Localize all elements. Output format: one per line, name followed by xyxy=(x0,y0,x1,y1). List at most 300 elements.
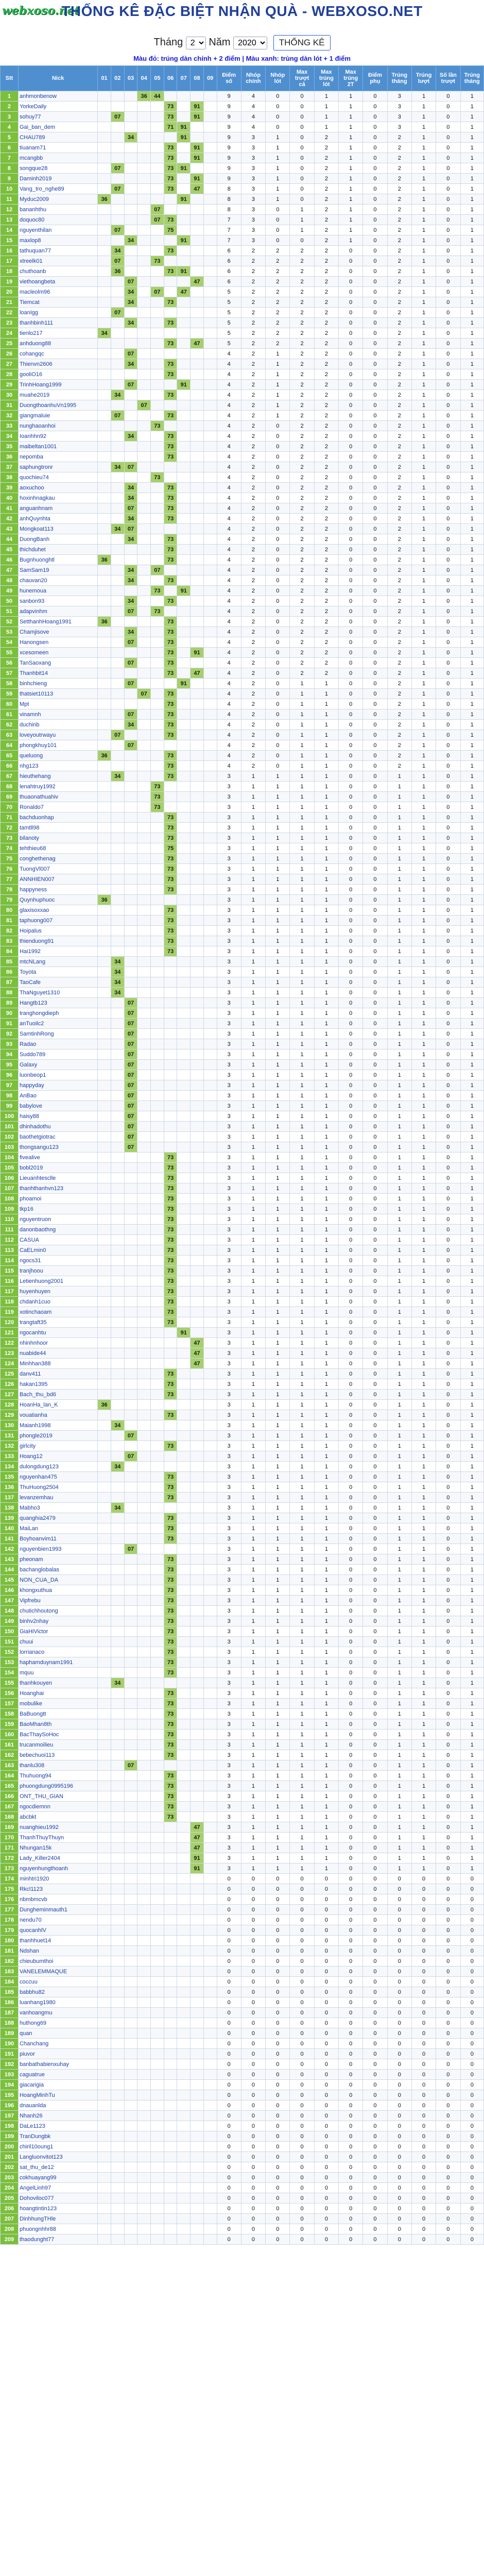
nick-cell[interactable]: trucanmoilieu xyxy=(18,1740,97,1750)
stat-cell: 0 xyxy=(339,1451,363,1462)
column-header[interactable]: Trúng tháng xyxy=(460,66,483,91)
nick-cell[interactable]: pheonam xyxy=(18,1554,97,1565)
nick-cell[interactable]: DinhhungTHle xyxy=(18,2214,97,2224)
nick-cell[interactable]: ngocs31 xyxy=(18,1256,97,1266)
nick-cell[interactable]: SamSam19 xyxy=(18,565,97,575)
stat-cell: 2 xyxy=(314,184,338,194)
day-cell xyxy=(111,1194,124,1204)
nick-cell[interactable]: Lieuanhtesclle xyxy=(18,1173,97,1183)
nick-cell[interactable]: nguyenhungthoanh xyxy=(18,1863,97,1874)
nick-cell[interactable]: coccuu xyxy=(18,1977,97,1987)
nick-cell[interactable]: Mpt xyxy=(18,699,97,709)
stat-cell: 1 xyxy=(411,235,436,246)
day-cell: 73 xyxy=(164,452,177,462)
nick-cell[interactable]: danv411 xyxy=(18,1369,97,1379)
nick-cell[interactable]: DaLe1123 xyxy=(18,2121,97,2131)
nick-cell[interactable]: chauvan20 xyxy=(18,575,97,586)
stat-cell: 2 xyxy=(290,637,314,648)
nick-cell[interactable]: hieuthehang xyxy=(18,771,97,782)
nick-cell[interactable]: thanhkouyen xyxy=(18,1678,97,1688)
nick-cell[interactable]: quan xyxy=(18,2028,97,2039)
stat-cell: 0 xyxy=(363,1111,387,1122)
nick-cell[interactable]: songque28 xyxy=(18,163,97,174)
nick-cell[interactable]: babylove xyxy=(18,1101,97,1111)
nick-cell[interactable]: Lady_Killer2404 xyxy=(18,1853,97,1863)
nick-cell[interactable]: tamtll98 xyxy=(18,823,97,833)
stat-cell: 1 xyxy=(411,1153,436,1163)
nick-cell[interactable]: dnauanlda xyxy=(18,2100,97,2111)
nick-cell[interactable]: chieubumthoi xyxy=(18,1956,97,1967)
nick-cell[interactable]: anhduong88 xyxy=(18,338,97,349)
nick-cell[interactable]: macleolm96 xyxy=(18,287,97,297)
day-cell xyxy=(111,1451,124,1462)
stat-cell: 0 xyxy=(266,1936,290,1946)
nick-cell[interactable]: anguanhnam xyxy=(18,503,97,514)
nick-cell[interactable]: phongle2019 xyxy=(18,1431,97,1441)
nick-cell[interactable]: minhtri1920 xyxy=(18,1874,97,1884)
nick-cell[interactable]: TrinhHoang1999 xyxy=(18,380,97,390)
day-cell xyxy=(124,1565,137,1575)
site-logo[interactable]: webxoso.net xyxy=(2,4,80,18)
stat-cell: 1 xyxy=(314,1101,338,1111)
nick-cell[interactable]: Hoang12 xyxy=(18,1451,97,1462)
stat-cell: 1 xyxy=(314,1245,338,1256)
nick-cell[interactable]: trangtaft35 xyxy=(18,1317,97,1328)
table-row xyxy=(1,1153,484,1163)
nick-cell[interactable]: BacThaySoHoc xyxy=(18,1730,97,1740)
nick-cell[interactable]: bebechuoi113 xyxy=(18,1750,97,1760)
day-cell xyxy=(191,1781,204,1791)
nick-cell[interactable]: NON_CUA_DA xyxy=(18,1575,97,1585)
stat-cell: 1 xyxy=(411,1235,436,1245)
nick-cell[interactable]: haisy88 xyxy=(18,1111,97,1122)
nick-cell[interactable]: Thanhbit14 xyxy=(18,668,97,679)
nick-cell[interactable]: nhinhnhoor xyxy=(18,1338,97,1348)
nick-cell[interactable]: hoangtintin123 xyxy=(18,2204,97,2214)
nick-cell[interactable]: maxlop8 xyxy=(18,235,97,246)
nick-cell[interactable]: TranDungbk xyxy=(18,2131,97,2142)
stat-cell: 0 xyxy=(339,843,363,854)
day-cell xyxy=(177,1596,191,1606)
nick-cell[interactable]: Mabho3 xyxy=(18,1503,97,1513)
column-header[interactable]: Max trúng lót xyxy=(314,66,338,91)
nick-cell[interactable]: ThanhThuyThuyn xyxy=(18,1833,97,1843)
column-header[interactable]: Nhóp lót xyxy=(266,66,290,91)
nick-cell[interactable]: muahe2019 xyxy=(18,390,97,400)
nick-cell[interactable]: binhchieng xyxy=(18,679,97,689)
nick-cell[interactable]: cokhuayang99 xyxy=(18,2173,97,2183)
nick-cell[interactable]: sohuy77 xyxy=(18,112,97,122)
nick-cell[interactable]: AnBao xyxy=(18,1091,97,1101)
day-cell xyxy=(137,1493,151,1503)
nick-cell[interactable]: adapvinhm xyxy=(18,606,97,617)
nick-cell[interactable]: CHAU789 xyxy=(18,132,97,143)
nick-cell[interactable]: quocanhlV xyxy=(18,1925,97,1936)
stat-cell: 2 xyxy=(387,411,411,421)
nick-cell[interactable]: aoxuchoo xyxy=(18,483,97,493)
nick-cell[interactable]: duchinb xyxy=(18,720,97,730)
nick-cell[interactable]: VANELEMMAQUE xyxy=(18,1967,97,1977)
nick-cell[interactable]: tranghongdieph xyxy=(18,1008,97,1019)
column-header[interactable]: 03 xyxy=(124,66,137,91)
nick-cell[interactable]: Hai1992 xyxy=(18,946,97,957)
day-cell: 73 xyxy=(164,1389,177,1400)
nick-cell[interactable]: bachduonhap xyxy=(18,812,97,823)
stat-cell: 0 xyxy=(339,246,363,256)
nick-cell[interactable]: Minhhan388 xyxy=(18,1359,97,1369)
day-cell xyxy=(124,2090,137,2100)
nick-cell[interactable]: Tiemcat xyxy=(18,297,97,308)
filter-controls xyxy=(0,35,484,50)
nick-cell[interactable]: huthong69 xyxy=(18,2018,97,2028)
nick-cell[interactable]: nhg123 xyxy=(18,761,97,771)
nick-cell[interactable]: binhv2nhay xyxy=(18,1616,97,1626)
column-header[interactable]: 04 xyxy=(137,66,151,91)
nick-cell[interactable]: Chanchang xyxy=(18,2039,97,2049)
day-cell xyxy=(177,1307,191,1317)
nick-cell[interactable]: thanhthanhvn123 xyxy=(18,1183,97,1194)
nick-cell[interactable]: nepomba xyxy=(18,452,97,462)
nick-cell[interactable]: abcbkt xyxy=(18,1812,97,1822)
nick-cell[interactable]: BaoMhan8th xyxy=(18,1719,97,1730)
nick-cell[interactable]: fivealive xyxy=(18,1153,97,1163)
nick-cell[interactable]: Bach_thu_bd6 xyxy=(18,1389,97,1400)
nick-cell[interactable]: hunemoua xyxy=(18,586,97,596)
column-header[interactable]: Nhóp chính xyxy=(241,66,265,91)
nick-cell[interactable]: happyday xyxy=(18,1080,97,1091)
stat-cell: 0 xyxy=(266,101,290,112)
nick-cell[interactable]: ANNHIEN007 xyxy=(18,874,97,885)
nick-cell[interactable]: MaiLan xyxy=(18,1523,97,1534)
nick-cell[interactable]: Boyhoanvim11 xyxy=(18,1534,97,1544)
column-header[interactable]: 07 xyxy=(177,66,191,91)
nick-cell[interactable]: BaBuongtt xyxy=(18,1709,97,1719)
nick-cell[interactable]: nendu70 xyxy=(18,1915,97,1925)
nick-cell[interactable]: chdanh1cuo xyxy=(18,1297,97,1307)
nick-cell[interactable]: Nhanh26 xyxy=(18,2111,97,2121)
nick-cell[interactable]: phongkhuy101 xyxy=(18,740,97,751)
nick-cell[interactable]: tathuquan77 xyxy=(18,246,97,256)
nick-cell[interactable]: Radao xyxy=(18,1039,97,1049)
nick-cell[interactable]: tienlo217 xyxy=(18,328,97,338)
nick-cell[interactable]: Quynhuphuoc xyxy=(18,895,97,905)
nick-cell[interactable]: Mongkoat113 xyxy=(18,524,97,534)
nick-cell[interactable]: Myduc2009 xyxy=(18,194,97,205)
nick-cell[interactable]: Bugnhuonghtl xyxy=(18,555,97,565)
nick-cell[interactable]: SamtinhRong xyxy=(18,1029,97,1039)
nick-cell[interactable]: baothetgiotrac xyxy=(18,1132,97,1142)
day-cell xyxy=(191,2224,204,2234)
nick-cell[interactable]: thuaonathuahiv xyxy=(18,792,97,802)
nick-cell[interactable]: nguyentruon xyxy=(18,1214,97,1225)
stat-cell: 1 xyxy=(387,1204,411,1214)
column-header[interactable]: Số lần trượt xyxy=(436,66,460,91)
nick-cell[interactable]: ngocanhtu xyxy=(18,1328,97,1338)
nick-cell[interactable]: CaELmin0 xyxy=(18,1245,97,1256)
nick-cell[interactable]: nuabide44 xyxy=(18,1348,97,1359)
column-header[interactable]: 09 xyxy=(203,66,217,91)
nick-cell[interactable]: chutichhoutong xyxy=(18,1606,97,1616)
nick-cell[interactable]: lenahtruy1992 xyxy=(18,782,97,792)
nick-cell[interactable]: thatsiet10113 xyxy=(18,689,97,699)
column-header[interactable]: 02 xyxy=(111,66,124,91)
nick-cell[interactable]: Vang_tro_nghe89 xyxy=(18,184,97,194)
nick-cell[interactable]: phoamoi xyxy=(18,1194,97,1204)
day-cell xyxy=(124,1874,137,1884)
nick-cell[interactable]: bilanoty xyxy=(18,833,97,843)
nick-cell[interactable]: loveyoutrwayu xyxy=(18,730,97,740)
nick-cell[interactable]: levanzemhau xyxy=(18,1493,97,1503)
nick-cell[interactable]: hakan1395 xyxy=(18,1379,97,1389)
nick-cell[interactable]: HoangMinhTu xyxy=(18,2090,97,2100)
nick-cell[interactable]: doquoc80 xyxy=(18,215,97,225)
nick-cell[interactable]: xotinchaoam xyxy=(18,1307,97,1317)
nick-cell[interactable]: Galaxy xyxy=(18,1060,97,1070)
stats-button[interactable]: THỐNG KÊ xyxy=(273,35,331,50)
nick-cell[interactable]: thongsangu123 xyxy=(18,1142,97,1153)
nick-cell[interactable]: giacarigia xyxy=(18,2080,97,2090)
stat-cell: 2 xyxy=(387,143,411,153)
nick-cell[interactable]: TaoCafe xyxy=(18,977,97,988)
column-header[interactable]: Nick xyxy=(18,66,97,91)
column-header[interactable]: 06 xyxy=(164,66,177,91)
stat-cell: 0 xyxy=(411,2090,436,2100)
nick-cell[interactable]: Thienvn2606 xyxy=(18,359,97,369)
nick-cell[interactable]: DuongthoanhuVn1995 xyxy=(18,400,97,411)
nick-cell[interactable]: nguyenbien1993 xyxy=(18,1544,97,1554)
stat-cell: 0 xyxy=(339,411,363,421)
nick-cell[interactable]: Ndshan xyxy=(18,1946,97,1956)
column-header[interactable]: Max trúng 2T xyxy=(339,66,363,91)
nick-cell[interactable]: quanghia2479 xyxy=(18,1513,97,1523)
nick-cell[interactable]: Langluonvitot123 xyxy=(18,2152,97,2162)
nick-cell[interactable]: chiril10oung1 xyxy=(18,2142,97,2152)
nick-cell[interactable]: chuthoanb xyxy=(18,266,97,277)
stat-cell: 0 xyxy=(290,1905,314,1915)
nick-cell[interactable]: glaxisoxxao xyxy=(18,905,97,916)
nick-cell[interactable]: CASUA xyxy=(18,1235,97,1245)
nick-cell[interactable]: bananhthu xyxy=(18,205,97,215)
nick-cell[interactable]: sat_thu_de12 xyxy=(18,2162,97,2173)
day-cell xyxy=(98,1256,111,1266)
day-cell: 73 xyxy=(164,1214,177,1225)
nick-cell[interactable]: luonbeop1 xyxy=(18,1070,97,1080)
nick-cell[interactable]: babbhu82 xyxy=(18,1987,97,1997)
nick-cell[interactable]: Letienhuong2001 xyxy=(18,1276,97,1286)
day-cell xyxy=(191,1585,204,1596)
nick-cell[interactable]: dulongdung123 xyxy=(18,1462,97,1472)
nick-cell[interactable]: Toyota xyxy=(18,967,97,977)
column-header[interactable]: Max trượt cả xyxy=(290,66,314,91)
nick-cell[interactable]: Maianh1998 xyxy=(18,1420,97,1431)
nick-cell[interactable]: haphamduynam1991 xyxy=(18,1657,97,1668)
stat-cell: 0 xyxy=(387,2142,411,2152)
stat-cell: 0 xyxy=(363,596,387,606)
nick-cell[interactable]: phuongdung0995196 xyxy=(18,1781,97,1791)
nick-cell[interactable]: dhinhadothu xyxy=(18,1122,97,1132)
nick-cell[interactable]: anhQuynhta xyxy=(18,514,97,524)
stat-cell: 1 xyxy=(411,926,436,936)
stat-cell: 0 xyxy=(436,1420,460,1431)
day-cell xyxy=(111,122,124,132)
nick-cell[interactable]: GiaHiVictor xyxy=(18,1626,97,1637)
nick-cell[interactable]: quochieu74 xyxy=(18,472,97,483)
nick-cell[interactable]: thanlu308 xyxy=(18,1760,97,1771)
nick-cell[interactable]: Hoipalus xyxy=(18,926,97,936)
nick-cell[interactable]: nbmbmcvb xyxy=(18,1894,97,1905)
day-cell xyxy=(177,153,191,163)
nick-cell[interactable]: cohangqc xyxy=(18,349,97,359)
nick-cell[interactable]: happyness xyxy=(18,885,97,895)
stat-cell: 1 xyxy=(460,1771,483,1781)
day-cell: 73 xyxy=(164,1369,177,1379)
nick-cell[interactable]: tkp16 xyxy=(18,1204,97,1214)
column-header[interactable]: Điểm phụ xyxy=(363,66,387,91)
nick-cell[interactable]: hoxinhnagkau xyxy=(18,493,97,503)
column-header[interactable]: Stt xyxy=(1,66,19,91)
nick-cell[interactable]: nguyenthilan xyxy=(18,225,97,235)
column-header[interactable]: Điểm số xyxy=(217,66,241,91)
nick-cell[interactable]: piuvor xyxy=(18,2049,97,2059)
day-cell xyxy=(203,390,217,400)
nick-cell[interactable]: vouatianha xyxy=(18,1410,97,1420)
nick-cell[interactable]: Ioanhhn92 xyxy=(18,431,97,442)
nick-cell[interactable]: caguatrue xyxy=(18,2070,97,2080)
nick-cell[interactable]: lorrianaco xyxy=(18,1647,97,1657)
nick-cell[interactable]: ngocdiemnn xyxy=(18,1802,97,1812)
nick-cell[interactable]: thienduong91 xyxy=(18,936,97,946)
nick-cell[interactable]: thaodunght77 xyxy=(18,2234,97,2245)
nick-cell[interactable]: nuanghieu1992 xyxy=(18,1822,97,1833)
nick-cell[interactable]: giangmaluie xyxy=(18,411,97,421)
day-cell xyxy=(151,328,164,338)
nick-cell[interactable]: thichduhet xyxy=(18,545,97,555)
nick-cell[interactable]: anTuoilc2 xyxy=(18,1019,97,1029)
nick-cell[interactable]: vanhoangmu xyxy=(18,2008,97,2018)
nick-cell[interactable]: bachanglobalas xyxy=(18,1565,97,1575)
nick-cell[interactable]: tiuanam71 xyxy=(18,143,97,153)
table-row xyxy=(1,1946,484,1956)
nick-cell[interactable]: Chamjisove xyxy=(18,627,97,637)
nick-cell[interactable]: Suddo789 xyxy=(18,1049,97,1060)
nick-cell[interactable]: Ronaldo7 xyxy=(18,802,97,812)
nick-cell[interactable]: phuongnhhr88 xyxy=(18,2224,97,2234)
day-cell xyxy=(137,1791,151,1802)
nick-cell[interactable]: Gai_ban_dem xyxy=(18,122,97,132)
nick-cell[interactable]: TanSaoxang xyxy=(18,658,97,668)
nick-cell[interactable]: ONT_THU_GIAN xyxy=(18,1791,97,1802)
day-cell: 07 xyxy=(124,380,137,390)
column-header[interactable]: 05 xyxy=(151,66,164,91)
nick-cell[interactable]: Nhungan15k xyxy=(18,1843,97,1853)
stat-cell: 1 xyxy=(387,854,411,864)
nick-cell[interactable]: Hangtb123 xyxy=(18,998,97,1008)
nick-cell[interactable]: banbathabienxuhay xyxy=(18,2059,97,2070)
nick-cell[interactable]: xtreelk01 xyxy=(18,256,97,266)
day-cell: 73 xyxy=(164,1173,177,1183)
nick-cell[interactable]: mobulike xyxy=(18,1699,97,1709)
stat-cell: 0 xyxy=(363,1431,387,1441)
stat-cell: 0 xyxy=(241,1997,265,2008)
day-cell xyxy=(124,2039,137,2049)
year-select[interactable] xyxy=(233,37,267,49)
stat-cell: 0 xyxy=(411,1884,436,1894)
nick-cell[interactable]: conghethenag xyxy=(18,854,97,864)
nick-cell[interactable]: Vipfrebu xyxy=(18,1596,97,1606)
nick-cell[interactable]: Dungheminmauth1 xyxy=(18,1905,97,1915)
nick-cell[interactable]: Daminh2019 xyxy=(18,174,97,184)
day-cell xyxy=(151,926,164,936)
nick-cell[interactable]: maibeltan1001 xyxy=(18,442,97,452)
nick-cell[interactable]: YorkeDaily xyxy=(18,101,97,112)
day-cell xyxy=(177,421,191,431)
nick-cell[interactable]: DuongBanh xyxy=(18,534,97,545)
nick-cell[interactable]: thanhhuet14 xyxy=(18,1936,97,1946)
column-header[interactable]: 08 xyxy=(191,66,204,91)
nick-cell[interactable]: ThaNguyet1310 xyxy=(18,988,97,998)
nick-cell[interactable]: thanhbinh111 xyxy=(18,318,97,328)
nick-cell[interactable]: queluong xyxy=(18,751,97,761)
nick-cell[interactable]: mquu xyxy=(18,1668,97,1678)
stat-cell: 1 xyxy=(411,1750,436,1760)
nick-cell[interactable]: taphuong007 xyxy=(18,916,97,926)
nick-cell[interactable]: danonbaothng xyxy=(18,1225,97,1235)
column-header[interactable]: Trúng lượt xyxy=(411,66,436,91)
nick-cell[interactable]: sanbon93 xyxy=(18,596,97,606)
column-header[interactable]: 01 xyxy=(98,66,111,91)
nick-cell[interactable]: Hoanghai xyxy=(18,1688,97,1699)
nick-cell[interactable]: tehthieu68 xyxy=(18,843,97,854)
nick-cell[interactable]: luanhang1980 xyxy=(18,1997,97,2008)
nick-cell[interactable]: HoanHa_lan_K xyxy=(18,1400,97,1410)
nick-cell[interactable]: chuui xyxy=(18,1637,97,1647)
nick-cell[interactable]: bobl2019 xyxy=(18,1163,97,1173)
nick-cell[interactable]: xcesomeen xyxy=(18,648,97,658)
nick-cell[interactable]: nunghaoanhoi xyxy=(18,421,97,431)
stat-cell: 1 xyxy=(290,926,314,936)
stat-cell: 3 xyxy=(241,205,265,215)
nick-cell[interactable]: ThuHuong2504 xyxy=(18,1482,97,1493)
column-header[interactable]: Trúng tháng xyxy=(387,66,411,91)
nick-cell[interactable]: Hanongsen xyxy=(18,637,97,648)
nick-cell[interactable]: Rkcl1123 xyxy=(18,1884,97,1894)
month-select[interactable] xyxy=(186,37,206,49)
nick-cell[interactable]: AngelLinh97 xyxy=(18,2183,97,2193)
nick-cell[interactable]: girlcity xyxy=(18,1441,97,1451)
day-cell xyxy=(98,1163,111,1173)
nick-cell[interactable]: tranjhoou xyxy=(18,1266,97,1276)
nick-cell[interactable]: huyenhuyen xyxy=(18,1286,97,1297)
nick-cell[interactable]: gooliO16 xyxy=(18,369,97,380)
nick-cell[interactable]: loanIgg xyxy=(18,308,97,318)
nick-cell[interactable]: Dohoviloc077 xyxy=(18,2193,97,2204)
nick-cell[interactable]: saphungtronr xyxy=(18,462,97,472)
day-cell: 73 xyxy=(164,874,177,885)
stat-cell: 1 xyxy=(266,1049,290,1060)
nick-cell[interactable]: nguyenhan475 xyxy=(18,1472,97,1482)
nick-cell[interactable]: khongxuthua xyxy=(18,1585,97,1596)
nick-cell[interactable]: mcangbb xyxy=(18,153,97,163)
nick-cell[interactable]: anhmonbenow xyxy=(18,91,97,101)
nick-cell[interactable]: Thuhuong94 xyxy=(18,1771,97,1781)
nick-cell[interactable]: mtcNLang xyxy=(18,957,97,967)
nick-cell[interactable]: vinamnh xyxy=(18,709,97,720)
stat-cell: 2 xyxy=(290,503,314,514)
stat-cell: 1 xyxy=(411,534,436,545)
nick-cell[interactable]: SetthanhHoang1991 xyxy=(18,617,97,627)
nick-cell[interactable]: viethoangbeta xyxy=(18,277,97,287)
nick-cell[interactable]: TuongVl007 xyxy=(18,864,97,874)
